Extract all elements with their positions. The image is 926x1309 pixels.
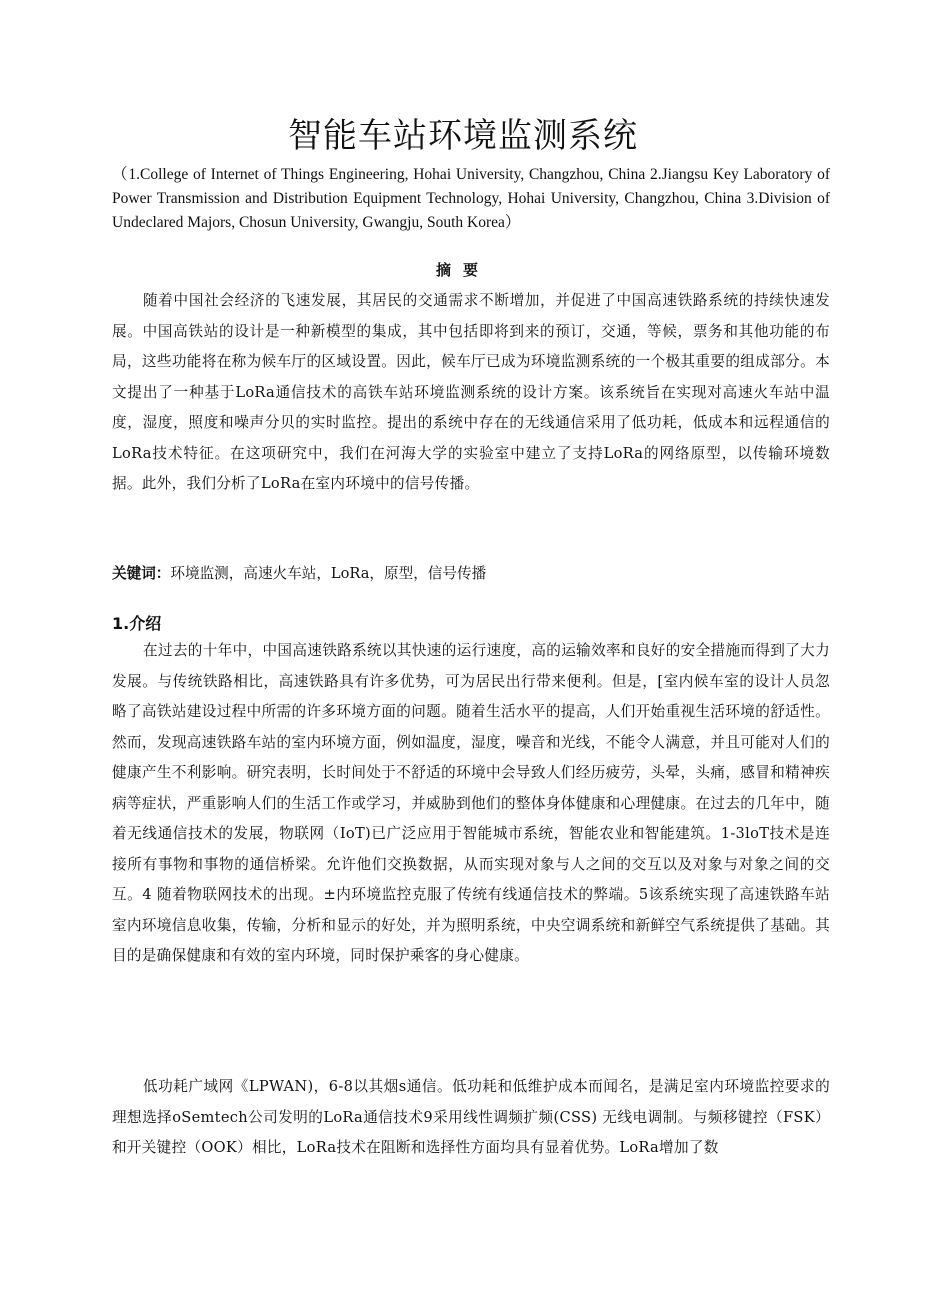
introduction-paragraph-2: 低功耗广域网《LPWAN)，6-8以其烟s通信。低功耗和低维护成本而闻名，是满足室内环境监控要求的理想选择oSemtech公司发明的LoRa通信技术9采用线性调频扩频(CSS) 无线电调制。与频移键控（FSK）和开关键控（OOK）相比，LoRa技术在阻断和选择性方面均具有显着优势。LoRa增加了数 xyxy=(112,1078,830,1156)
introduction-paragraph-1: 在过去的十年中，中国高速铁路系统以其快速的运行速度，高的运输效率和良好的安全措施而得到了大力发展。与传统铁路相比，高速铁路具有许多优势，可为居民出行带来便利。但是，[室内候车室的设计人员忽略了高铁站建设过程中所需的许多环境方面的问题。随着生活水平的提高，人们开始重视生活环境的舒适性。然而，发现高速铁路车站的室内环境方面，例如温度，湿度，噪音和光线，不能令人满意，并且可能对人们的健康产生不利影响。研究表明，长时间处于不舒适的环境中会导致人们经历疲劳，头晕，头痛，感冒和精神疾病等症状，严重影响人们的生活工作或学习，并威胁到他们的整体身体健康和心理健康。在过去的几年中，随着无线通信技术的发展，物联网（IoT)已广泛应用于智能城市系统，智能农业和智能建筑。1-3loT技术是连接所有事物和事物的通信桥梁。允许他们交换数据，从而实现对象与人之间的交互以及对象与对象之间的交互。4 随着物联网技术的出现。±内环境监控克服了传统有线通信技术的弊端。5该系统实现了高速铁路车站室内环境信息收集，传输，分析和显示的好处，并为照明系统，中央空调系统和新鲜空气系统提供了基础。其目的是确保健康和有效的室内环境，同时保护乘客的身心健康。 xyxy=(112,642,830,964)
section-heading-introduction: 1.介绍 xyxy=(112,614,162,633)
keywords-text: 环境监测，高速火车站，LoRa，原型，信号传播 xyxy=(170,565,487,582)
paper-title: 智能车站环境监测系统 xyxy=(288,116,638,156)
keywords-line xyxy=(112,561,830,587)
abstract-heading: 摘要 xyxy=(435,261,490,279)
abstract-body: 随着中国社会经济的飞速发展，其居民的交通需求不断增加，并促进了中国高速铁路系统的持续快速发展。中国高铁站的设计是一种新模型的集成，其中包括即将到来的预订，交通，等候，票务和其他功能的布局，这些功能将在称为候车厅的区域设置。因此，候车厅已成为环境监测系统的一个极其重要的组成部分。本文提出了一种基于LoRa通信技术的高铁车站环境监测系统的设计方案。该系统旨在实现对高速火车站中温度，湿度，照度和噪声分贝的实时监控。提出的系统中存在的无线通信采用了低功耗，低成本和远程通信的LoRa技术特征。在这项研究中，我们在河海大学的实验室中建立了支持LoRa的网络原型，以传输环境数据。此外，我们分析了LoRa在室内环境中的信号传播。 xyxy=(112,292,830,492)
author-affiliations: （1.College of Internet of Things Engineering, Hohai University, Changzhou, China 2.Jiangsu Key Laboratory of Power Transmission and Distribution Equipment Technology, Hohai University, Changzhou, China 3.Division of Undeclared Majors, Chosun University, Gwangju, South Korea） xyxy=(112,166,830,231)
keywords-label: 关键词： xyxy=(112,565,171,582)
